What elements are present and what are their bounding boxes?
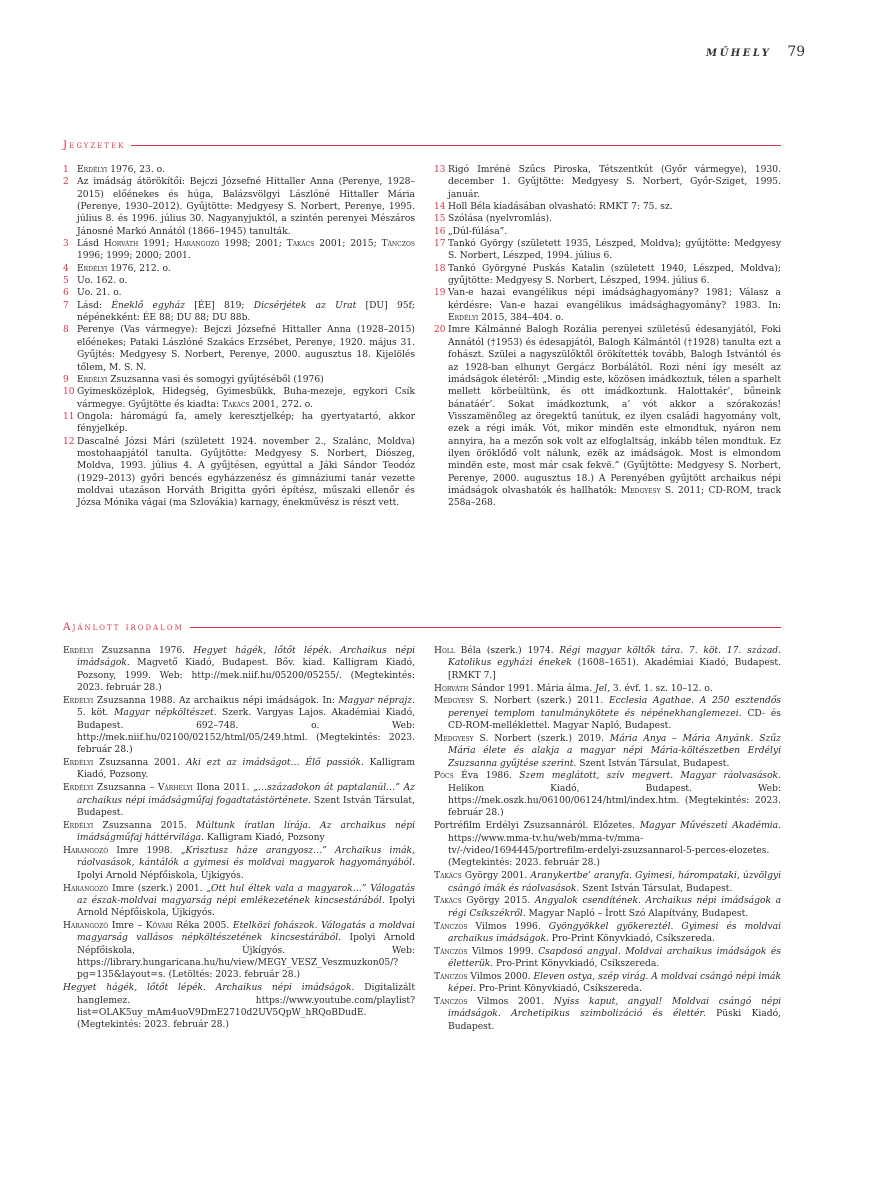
author-name: Medgyesy bbox=[434, 696, 474, 707]
text-run: Szólása (nyelvromlás). bbox=[448, 214, 553, 225]
bibliography-entry bbox=[434, 895, 781, 920]
text-run: 1991; bbox=[138, 239, 175, 250]
text-run: Helikon Kiadó, Budapest. Web: https://mek.oszk.hu/06100/06124/html/index.htm. (Megtekintés: 2023. február 28.) bbox=[448, 783, 781, 819]
footnote-text bbox=[448, 164, 781, 201]
text-run: Zsuzsanna vasi és somogyi gyűjtéséből (1976) bbox=[107, 374, 324, 385]
text-run: Zsuzsanna – bbox=[93, 783, 158, 794]
text-run: 1996; 1999; 2000; 2001. bbox=[77, 251, 191, 262]
text-run: Pro-Print Könyvkiadó, Csíkszereda. bbox=[476, 984, 643, 995]
italic-title: Nyiss kaput, angyal! Moldvai csángó népi imádságok. Archetipikus szimbolizáció és élettér. bbox=[448, 997, 781, 1020]
footnote-number: 18 bbox=[434, 263, 446, 274]
text-run: Vilmos 1999. bbox=[467, 946, 539, 957]
footnote-number: 17 bbox=[434, 239, 446, 250]
author-name: Harangozó bbox=[174, 239, 220, 250]
bibliography-entry bbox=[434, 996, 781, 1033]
italic-title: Ecclesia Agathae. A 250 esztendős perenyei templom tanulmánykötete és népénekhanglemezei. bbox=[448, 696, 781, 719]
text-run: Magvető Kiadó, Budapest. Bőv. kiad. Kalligram Kiadó, Pozsony, 1999. Web: http://mek.niif.hu/05200/05255/. (Megtekintés: 2023. február 28.) bbox=[77, 658, 415, 694]
footnote-text bbox=[448, 238, 781, 263]
bibliography-entry bbox=[434, 770, 781, 819]
footnote-text bbox=[77, 287, 415, 299]
author-name: Horváth bbox=[103, 239, 139, 250]
footnote bbox=[63, 436, 415, 510]
text-run: Uo. 21. o. bbox=[77, 288, 122, 299]
footnote-number: 8 bbox=[63, 325, 69, 336]
italic-title: Magyar Művészeti Akadémia. bbox=[639, 821, 781, 832]
footnote-text bbox=[77, 238, 415, 263]
text-run: Szent István Társulat, Budapest. bbox=[579, 883, 733, 894]
text-run: Rigó Imréné Szűcs Piroska, Tétszentkút (Győr vármegye), 1930. december 1. Gyűjtötte: Medgyesy S. Norbert, Győr-Sziget, 1995. január. bbox=[448, 165, 781, 200]
footnote bbox=[63, 263, 415, 275]
author-name: Holl bbox=[434, 646, 455, 656]
footnote bbox=[63, 324, 415, 373]
text-run: Kalligram Kiadó, Pozsony. bbox=[77, 758, 416, 781]
text-run: 2001; 2015; bbox=[314, 239, 382, 250]
notes-section-header bbox=[63, 139, 781, 151]
text-run: (1608–1651). Akadémiai Kiadó, Budapest. [RMKT 7.] bbox=[448, 658, 781, 681]
author-name: Pócs bbox=[434, 771, 454, 782]
footnote bbox=[63, 386, 415, 411]
text-run: György 2001. bbox=[461, 871, 531, 882]
footnote bbox=[434, 287, 781, 324]
bibliography-entry bbox=[434, 946, 781, 971]
footnote-text bbox=[448, 324, 781, 509]
footnote-text bbox=[448, 213, 781, 225]
italic-title: Régi magyar költők tára. 7. köt. 17. század. Katolikus egyházi énekek bbox=[448, 646, 781, 669]
text-run: Kalligram Kiadó, Pozsony bbox=[203, 833, 325, 844]
author-name: Erdélyi bbox=[63, 820, 94, 831]
text-run: Imre – bbox=[108, 921, 146, 932]
italic-title: Aranykertbe’ aranyfa. Gyimesi, hárompataki, úzvölgyi csángó imák és ráolvasások. bbox=[448, 871, 781, 894]
text-run: Szerk. Vargyas Lajos. Akadémiai Kiadó, Budapest. 692–748. o. Web: http://mek.niif.hu/02100/02152/html/05/249.html. (Megtekintés: 2023. február 28.) bbox=[77, 708, 415, 756]
footnote-text bbox=[77, 300, 415, 325]
text-run: Tankó György (született 1935, Lészped, Moldva); gyűjtötte: Medgyesy S. Norbert, Lészped, 1994. július 6. bbox=[448, 239, 781, 262]
footnote bbox=[434, 324, 781, 509]
footnote-text bbox=[77, 275, 415, 287]
footnote bbox=[63, 300, 415, 325]
text-run: Portréfilm Erdélyi Zsuzsannáról. Előzetes. bbox=[434, 821, 640, 832]
text-run: György 2015. bbox=[461, 896, 535, 907]
footnote-text bbox=[77, 263, 415, 275]
bibliography-entry bbox=[434, 645, 781, 682]
author-name: Tánczos bbox=[434, 946, 468, 957]
notes-column-right bbox=[434, 164, 781, 510]
footnote-text bbox=[77, 411, 415, 436]
footnote bbox=[63, 176, 415, 238]
author-name: Harangozó bbox=[63, 883, 109, 894]
italic-title: Hegyet hágék, lőtőt lépék. Archaikus népi imádságok. bbox=[77, 646, 415, 669]
text-run: 1998; 2001; bbox=[219, 239, 287, 250]
text-run: Az imádság átörökítői: Bejczi Józsefné Hittaller Anna (Perenye, 1928–2015) előénekes és húga, Balázsvölgyi Lászlóné Hittaller Mária (Perenye, 1930–2012). Gyűjtötte: Medgyesy S. Norbert, Perenye, 1995. július 8. és 1996. július 30. Nagyanyjuktól, a szintén perenyei Mészáros Jánosné Markó Annától (1866–1945) tanulták. bbox=[77, 177, 415, 237]
footnote bbox=[434, 263, 781, 288]
footnote-text bbox=[448, 201, 781, 213]
footnote bbox=[63, 238, 415, 263]
text-run: Püski Kiadó, Budapest. bbox=[448, 1009, 781, 1032]
text-run: S. 2011; CD-ROM, track 258a–268. bbox=[448, 485, 781, 509]
italic-title: Magyar néprajz. bbox=[338, 695, 415, 706]
text-run: Digitalizált hanglemez. https://www.youtube.com/playlist?list=OLAK5uy_mAm4uoV9DmE2710d2UV5QpW_hRQoBDudE. (Megtekintés: 2023. február 28.) bbox=[77, 983, 415, 1031]
text-run: Szent István Társulat, Budapest. bbox=[77, 795, 415, 818]
footnote bbox=[434, 226, 781, 238]
text-run: [DU] 95f; népénekként: ÉE 88; DU 88; DU 88b. bbox=[77, 300, 416, 324]
footnote-text bbox=[77, 176, 415, 238]
bibliography-entry bbox=[434, 683, 781, 695]
bibliography-column-left bbox=[63, 645, 415, 1032]
italic-title: Mária Anya – Mária Anyánk. Szűz Mária élete és alakja a magyar népi Mária-költészetben Erdélyi Zsuzsanna gyűjtése szerint. bbox=[448, 733, 781, 769]
author-name: Takács bbox=[221, 399, 250, 410]
author-name: Várhelyi bbox=[157, 783, 193, 794]
footnote-number: 15 bbox=[434, 214, 446, 225]
text-run: 1976, 212. o. bbox=[107, 263, 171, 274]
text-run: Béla (szerk.) 1974. bbox=[454, 646, 560, 656]
footnote-number: 1 bbox=[63, 165, 69, 175]
footnote-number: 6 bbox=[63, 288, 69, 299]
footnote-text bbox=[77, 436, 415, 510]
bibliography-entry bbox=[434, 870, 781, 895]
bibliography-section-header bbox=[63, 621, 781, 633]
bibliography-entry bbox=[63, 695, 415, 757]
footnote-number: 11 bbox=[63, 411, 75, 422]
text-run: CD- és CD-ROM-melléklettel. Magyar Napló, Budapest. bbox=[448, 708, 781, 732]
italic-title: Dicsérjétek az Urat bbox=[253, 300, 357, 311]
text-run: Lásd: bbox=[77, 300, 112, 311]
running-head bbox=[706, 44, 805, 60]
footnote bbox=[434, 238, 781, 263]
author-name: Tánczos bbox=[381, 239, 415, 250]
footnote-number: 2 bbox=[63, 177, 69, 188]
text-run: Imre Kálmánné Balogh Rozália perenyei születésű édesanyjától, Foki Annától (†1953) és édesapjától, Balogh Kálmántól (†1928) tanulta ezt a fohászt. Szülei a nagyszülőktől örökítették tovább, Balogh Istvántól és az 1928-ban elhunyt Gergácz Borbálától. Rozi néni így mesélt az imádságok életéről: „Mindig este, közösen imádkoztuk, télen a sparhelt mellett körbeültünk, és ott imádkoztunk. Halottakér’, bűneink bánatáér’. Sokat imádkoztunk, a’ vót akkor a szórakozás! Visszamënőleg az öregektű tanútuk, ez ilyen családi hagyomány volt, ezek a régi imák. Vót, mikor mindën este elmondtuk, nyáron nem annyira, ha a mezőn sok volt az elfoglaltság, inkább télen mondtuk. Ez ilyen öröklődő volt nálunk, ezëk az imádságok. Most is elmondom mindën este, most már csak fekvë.” (Gyűjtötte: Medgyesy S. Norbert, Perenye, 2000. augusztus 18.) A Perenyében gyűjtött archaikus népi imádságok olvashatók és hallhatók: bbox=[448, 325, 781, 496]
text-run: 1976, 23. o. bbox=[107, 165, 165, 175]
author-name: Erdélyi bbox=[77, 263, 108, 274]
footnote-number: 3 bbox=[63, 239, 69, 250]
author-name: Erdélyi bbox=[77, 165, 108, 175]
text-run: Gyimesközéplok, Hidegség, Gyimesbükk, Buha-mezeje, egykori Csík vármegye. Gyűjtötte és kiadta: bbox=[77, 387, 415, 410]
text-run: 3. évf. 1. sz. 10–12. o. bbox=[610, 683, 713, 694]
bibliography-entry bbox=[63, 982, 415, 1031]
text-run: Sándor 1991. Mária álma. bbox=[468, 683, 596, 694]
footnote-text bbox=[448, 263, 781, 288]
text-run: Imre (szerk.) 2001. bbox=[108, 883, 207, 894]
text-run: Zsuzsanna 2015. bbox=[93, 820, 196, 831]
text-run: 5. köt. bbox=[77, 708, 115, 719]
italic-title: Eleven ostya, szép virág. A moldvai csángó népi imák képei. bbox=[448, 971, 781, 995]
footnote-number: 4 bbox=[63, 263, 69, 274]
bibliography-section-title: Ajánlott irodalom bbox=[63, 621, 184, 633]
bibliography-entry bbox=[434, 820, 781, 869]
notes-section-title: Jegyzetek bbox=[63, 139, 126, 151]
notes-column-left bbox=[63, 164, 415, 510]
author-name: Harangozó bbox=[63, 921, 109, 932]
text-run: Éva 1986. bbox=[453, 771, 520, 782]
footnote-number: 7 bbox=[63, 300, 69, 311]
text-run: Zsuzsanna 2001. bbox=[93, 758, 186, 769]
footnote-number: 20 bbox=[434, 325, 446, 336]
author-name: Kővári bbox=[145, 921, 173, 932]
text-run: Lásd bbox=[77, 239, 104, 250]
running-head-section: MŰHELY bbox=[706, 48, 772, 59]
text-run: „Dúl-fúlása”. bbox=[448, 226, 508, 237]
italic-title: „…századokon át paptalanúl…” Az archaikus népi imádságműfaj fogadtatástörténete. bbox=[77, 783, 415, 806]
author-name: Harangozó bbox=[63, 846, 109, 856]
footnote bbox=[63, 287, 415, 299]
italic-title: Csapdosó angyal. Moldvai archaikus imádságok és életterük. bbox=[448, 946, 781, 970]
author-name: Erdélyi bbox=[63, 646, 94, 656]
author-name: Tánczos bbox=[434, 921, 468, 932]
bibliography-entry bbox=[434, 971, 781, 996]
footnote-text bbox=[77, 164, 415, 176]
footnote-number: 9 bbox=[63, 374, 69, 385]
author-name: Takács bbox=[286, 239, 315, 250]
footnote bbox=[63, 164, 415, 176]
text-run: Tankó Györgyné Puskás Katalin (született 1940, Lészped, Moldva); gyűjtötte: Medgyesy S. Norbert, Lészped, 1994. július 6. bbox=[448, 263, 781, 287]
footnote-number: 14 bbox=[434, 202, 446, 213]
bibliography-entry bbox=[434, 695, 781, 732]
footnote bbox=[434, 201, 781, 213]
text-run: 2001, 272. o. bbox=[249, 399, 314, 410]
bibliography-entry bbox=[63, 883, 415, 920]
footnote bbox=[63, 374, 415, 386]
text-run: [ÉE] 819; bbox=[185, 300, 254, 311]
italic-title: Angyalok csendítének. Archaikus népi imádságok a régi Csíkszékről. bbox=[448, 896, 782, 919]
footnote-number: 13 bbox=[434, 165, 446, 175]
text-run: Holl Béla kiadásában olvasható: RMKT 7: 75. sz. bbox=[448, 202, 673, 213]
italic-title: Magyar népköltészet. bbox=[114, 708, 217, 719]
italic-title: Hegyet hágék, lőtőt lépék. Archaikus népi imádságok. bbox=[63, 983, 355, 994]
footnote bbox=[63, 411, 415, 436]
footnote-text bbox=[77, 324, 415, 373]
text-run: Réka 2005. bbox=[172, 921, 233, 932]
section-divider bbox=[190, 627, 781, 628]
italic-title: Aki ezt az imádságot… Élő passiók. bbox=[185, 758, 364, 769]
bibliography-entry bbox=[63, 782, 415, 819]
text-run: Ongola: háromágú fa, amely keresztjelkép; ha gyertyatartó, akkor fényjelkép. bbox=[77, 411, 415, 435]
text-run: Vilmos 2001. bbox=[467, 997, 554, 1008]
footnote-number: 5 bbox=[63, 276, 69, 287]
footnote-text bbox=[448, 226, 781, 238]
author-name: Medgyesy bbox=[620, 485, 661, 496]
footnote-number: 16 bbox=[434, 226, 446, 237]
bibliography-entry bbox=[63, 820, 415, 845]
footnote-number: 19 bbox=[434, 288, 446, 299]
italic-title: „Krisztusz háze arangyosz…” Archaikus imák, ráolvasások, kántálók a gyimesi és moldvai magyarok hagyományából. bbox=[77, 846, 415, 869]
footnote bbox=[434, 213, 781, 225]
footnote-number: 10 bbox=[63, 387, 75, 398]
bibliography-entry bbox=[63, 645, 415, 694]
italic-title: Etelközi fohászok. Válogatás a moldvai magyarság vallásos népköltészetének kincsestárából. bbox=[77, 921, 415, 944]
text-run: Imre 1998. bbox=[108, 846, 181, 856]
footnote-text bbox=[77, 374, 415, 386]
author-name: Takács bbox=[434, 871, 462, 882]
text-run: Ipolyi Arnold Népfőiskola, Újkígyós. Web: https://library.hungaricana.hu/hu/view/MEGY_VESZ_Veszmuzkon05/?pg=135&layout=s. (Letöltés: 2023. február 28.) bbox=[77, 933, 415, 981]
bibliography-column-right bbox=[434, 645, 781, 1034]
footnote-text bbox=[448, 287, 781, 324]
author-name: Erdélyi bbox=[63, 695, 94, 706]
text-run: Ipolyi Arnold Népfőiskola, Újkígyós. bbox=[77, 895, 415, 919]
italic-title: Szem meglátott, szív megvert. Magyar ráolvasások. bbox=[519, 771, 781, 782]
footnote bbox=[434, 164, 781, 201]
author-name: Takács bbox=[434, 896, 462, 907]
author-name: Erdélyi bbox=[448, 313, 479, 324]
footnote-text bbox=[77, 386, 415, 411]
author-name: Medgyesy bbox=[434, 733, 474, 744]
text-run: Vilmos 1996. bbox=[467, 921, 549, 932]
text-run: 2015, 384–404. o. bbox=[478, 313, 564, 324]
text-run: Pro-Print Könyvkiadó, Csíkszereda. bbox=[493, 959, 660, 970]
bibliography-entry bbox=[63, 757, 415, 782]
author-name: Erdélyi bbox=[77, 374, 108, 385]
bibliography-entry bbox=[434, 921, 781, 946]
text-run: Perenye (Vas vármegye): Bejczi Józsefné Hittaller Anna (1928–2015) előénekes; Pataki Lászlóné Szakács Erzsébet, Perenye, 1920. május 31. Gyűjtés: Medgyesy S. Norbert, Perenye, 2000. augusztus 18. Kijelölés tőlem, M. S. N. bbox=[77, 325, 415, 373]
text-run: Ilona 2011. bbox=[192, 783, 254, 794]
footnote-number: 12 bbox=[63, 436, 75, 447]
text-run: Vilmos 2000. bbox=[467, 971, 534, 982]
text-run: S. Norbert (szerk.) 2019. bbox=[473, 733, 610, 744]
text-run: https://www.mma-tv.hu/web/mma-tv/mma-tv/-/video/1694445/portrefilm-erdelyi-zsuzsannarol-5-perces-elozetes. (Megtekintés: 2023. február 28.) bbox=[448, 833, 770, 869]
italic-title: Éneklő egyház bbox=[111, 300, 186, 311]
text-run: S. Norbert (szerk.) 2011. bbox=[473, 696, 609, 707]
italic-title: Jel, bbox=[595, 683, 610, 694]
author-name: Erdélyi bbox=[63, 783, 94, 794]
author-name: Tánczos bbox=[434, 997, 468, 1008]
bibliography-entry bbox=[63, 845, 415, 882]
text-run: Ipolyi Arnold Népfőiskola, Újkígyós. bbox=[77, 870, 244, 881]
text-run: Szent István Társulat, Budapest. bbox=[576, 758, 730, 769]
text-run: Dascalné Józsi Mári (született 1924. november 2., Szalánc, Moldva) mostohaapjától tanulta. Gyűjtötte: Medgyesy S. Norbert, Diószeg, Moldva, 1993. július 4. A gyűjtésen, egyúttal a Jáki Sándor Teodóz (1929–2013) győri bencés egyházzenész és gimnáziumi tanár vezette moldvai utazáson Horváth Brigitta győri építész, műszaki ellenőr és Józsa Mónika vágai (ma Szlovákia) karnagy, énekművész is részt vett. bbox=[77, 436, 415, 509]
text-run: Zsuzsanna 1988. Az archaikus népi imádságok. In: bbox=[93, 695, 339, 706]
italic-title: Múltunk íratlan lírája. Az archaikus népi imádságműfaj háttérvilága. bbox=[77, 820, 415, 844]
page-number: 79 bbox=[787, 44, 806, 60]
text-run: Magyar Napló – Írott Szó Alapítvány, Budapest. bbox=[525, 908, 749, 919]
author-name: Erdélyi bbox=[63, 758, 94, 769]
text-run: Pro-Print Könyvkiadó, Csíkszereda. bbox=[548, 933, 715, 944]
italic-title: „Ott hul éltek vala a magyarok…” Válogatás az észak-moldvai magyarság népi emlékezetének kincsestárából. bbox=[77, 883, 415, 906]
author-name: Horváth bbox=[434, 683, 469, 694]
bibliography-entry bbox=[434, 733, 781, 770]
text-run: Uo. 162. o. bbox=[77, 276, 128, 287]
bibliography-entry bbox=[63, 920, 415, 982]
author-name: Tánczos bbox=[434, 971, 468, 982]
section-divider bbox=[131, 145, 781, 146]
text-run: Van-e hazai evangélikus népi imádsághagyomány? 1981; Válasz a kérdésre: Van-e hazai evangélikus imádsághagyomány? 1983. In: bbox=[448, 288, 781, 311]
text-run: Zsuzsanna 1976. bbox=[93, 646, 194, 656]
italic-title: Gyöngyökkel gyökereztél. Gyimesi és moldvai archaikus imádságok. bbox=[448, 921, 782, 944]
footnote bbox=[63, 275, 415, 287]
